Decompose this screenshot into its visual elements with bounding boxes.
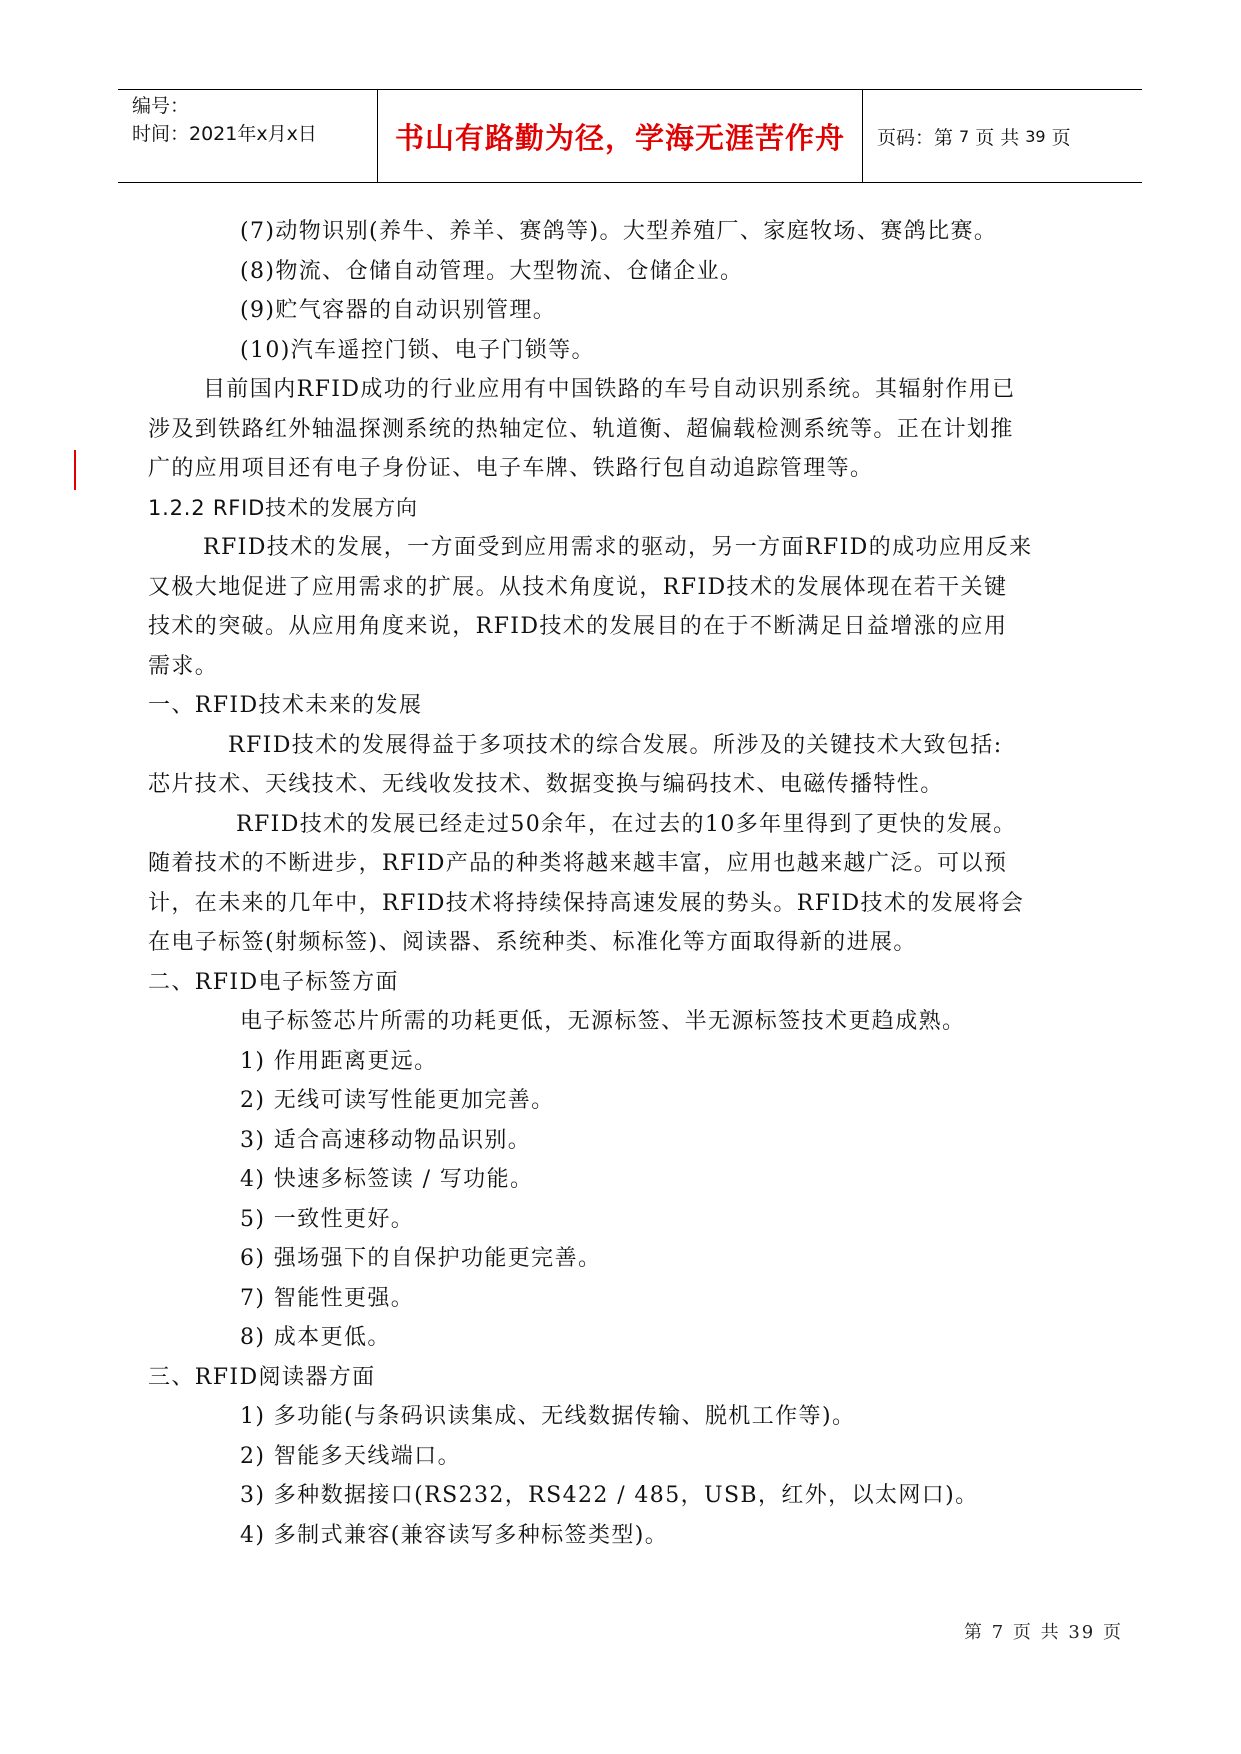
list-item: 3) 适合高速移动物品识别。	[240, 1127, 532, 1153]
page-label-post: 页	[1051, 126, 1071, 149]
list-item: 8) 成本更低。	[240, 1325, 391, 1350]
page-footer: 第 7 页 共 39 页	[964, 1622, 1123, 1643]
revision-marker	[74, 450, 76, 490]
paragraph-line: 需求。	[148, 653, 219, 679]
list-item: 2) 无线可读写性能更加完善。	[240, 1088, 555, 1113]
list-item: 5) 一致性更好。	[240, 1206, 415, 1232]
paragraph-line: RFID技术的发展，一方面受到应用需求的驱动，另一方面RFID的成功应用反来	[203, 535, 1033, 560]
list-item: 1) 作用距离更远。	[240, 1048, 438, 1074]
paragraph-line: 计，在未来的几年中，RFID技术将持续保持高速发展的势头。RFID技术的发展将会	[148, 890, 1025, 916]
paragraph-line: 技术的突破。从应用角度来说，RFID技术的发展目的在于不断满足日益增涨的应用	[148, 614, 1008, 639]
list-item: 4) 多制式兼容(兼容读写多种标签类型)。	[240, 1522, 669, 1548]
list-item: 7) 智能性更强。	[240, 1285, 415, 1311]
subsection-heading: 三、RFID阅读器方面	[148, 1364, 376, 1390]
document-time-label: 时间：2021年x月x日	[132, 123, 317, 145]
header-motto: 书山有路勤为径，学海无涯苦作舟	[394, 120, 845, 155]
page-header	[118, 89, 1142, 183]
list-item: (7)动物识别(养牛、养羊、赛鸽等)。大型养殖厂、家庭牧场、赛鸽比赛。	[240, 219, 998, 244]
section-heading: 1.2.2 RFID技术的发展方向	[148, 495, 418, 520]
list-item: (8)物流、仓储自动管理。大型物流、仓储企业。	[240, 258, 744, 284]
paragraph-line: 在电子标签(射频标签)、阅读器、系统种类、标准化等方面取得新的进展。	[148, 930, 917, 955]
page-label-mid: 页 共	[975, 126, 1020, 149]
paragraph-line: 目前国内RFID成功的行业应用有中国铁路的车号自动识别系统。其辐射作用已	[203, 377, 1016, 402]
list-item: 3) 多种数据接口(RS232，RS422 / 485，USB，红外，以太网口)。	[240, 1483, 979, 1508]
list-item: 4) 快速多标签读 / 写功能。	[240, 1167, 534, 1192]
header-meta	[132, 90, 370, 184]
page-total: 39	[1025, 126, 1046, 146]
paragraph-line: RFID技术的发展已经走过50余年，在过去的10多年里得到了更快的发展。	[236, 811, 1017, 837]
header-motto-cell	[377, 90, 863, 182]
page-label-pre: 页码：第	[877, 126, 954, 149]
paragraph-line: 又极大地促进了应用需求的扩展。从技术角度说，RFID技术的发展体现在若干关键	[148, 574, 1008, 600]
list-item: 6) 强场强下的自保护功能更完善。	[240, 1246, 602, 1271]
paragraph-line: 广的应用项目还有电子身份证、电子车牌、铁路行包自动追踪管理等。	[148, 456, 874, 481]
paragraph-line: RFID技术的发展得益于多项技术的综合发展。所涉及的关键技术大致包括:	[228, 732, 1003, 758]
paragraph-line: 涉及到铁路红外轴温探测系统的热轴定位、轨道衡、超偏载检测系统等。正在计划推	[148, 416, 1014, 442]
list-item: 1) 多功能(与条码识读集成、无线数据传输、脱机工作等)。	[240, 1404, 856, 1429]
list-item: (10)汽车遥控门锁、电子门锁等。	[240, 337, 595, 363]
paragraph-line: 随着技术的不断进步，RFID产品的种类将越来越丰富，应用也越来越广泛。可以预	[148, 851, 1008, 876]
list-item: 2) 智能多天线端口。	[240, 1443, 461, 1469]
list-item: (9)贮气容器的自动识别管理。	[240, 298, 557, 323]
paragraph-line: 芯片技术、天线技术、无线收发技术、数据变换与编码技术、电磁传播特性。	[148, 772, 944, 797]
paragraph-line: 电子标签芯片所需的功耗更低，无源标签、半无源标签技术更趋成熟。	[240, 1009, 966, 1034]
subsection-heading: 二、RFID电子标签方面	[148, 969, 399, 995]
document-body	[148, 212, 1128, 1555]
subsection-heading: 一、RFID技术未来的发展	[148, 693, 423, 718]
header-page-info	[863, 90, 1156, 182]
document-id-label: 编号：	[132, 95, 190, 117]
page-current: 7	[959, 126, 970, 146]
